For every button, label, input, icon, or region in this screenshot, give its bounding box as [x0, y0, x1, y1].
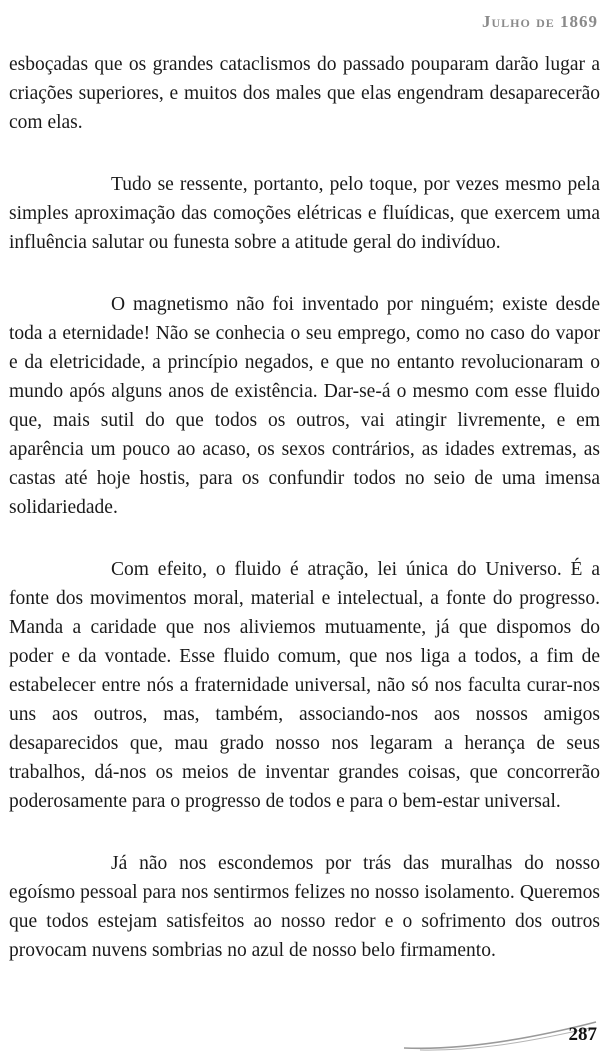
- paragraph: Já não nos escondemos por trás das muralhas do nosso egoísmo pessoal para nos sentirmos felizes no nosso isolamento. Queremos que todos estejam satisfeitos ao nosso redor e o sofrimento dos outros provocam nuvens sombrias no azul de nosso belo firmamento.: [9, 853, 600, 961]
- running-header: Julho de 1869: [481, 12, 598, 31]
- paragraph: Tudo se ressente, portanto, pelo toque, por vezes mesmo pela simples aproximação das comoções elétricas e fluídicas, que exercem uma influência salutar ou funesta sobre a atitude geral do indivíduo.: [9, 174, 600, 253]
- body-text: [9, 50, 600, 998]
- page-number: 287: [568, 1024, 597, 1045]
- paragraph: Com efeito, o fluido é atração, lei única do Universo. É a fonte dos movimentos moral, material e intelectual, a fonte do progresso. Manda a caridade que nos aliviemos mutuamente, já que dispomos do poder e da vontade. Esse fluido comum, que nos liga a todos, a fim de estabelecer entre nós a fraternidade universal, não só nos faculta curar-nos uns aos outros, mas, também, associando-nos aos nossos amigos desaparecidos que, mau grado nosso nos legaram a herança de seus trabalhos, dá-nos os meios de inventar grandes coisas, que concorrerão poderosamente para o progresso de todos e para o bem-estar universal.: [9, 559, 600, 812]
- paragraph-continuation: esboçadas que os grandes cataclismos do passado pouparam darão lugar a criações superiores, e muitos dos males que elas engendram desaparecerão com elas.: [9, 54, 600, 133]
- paragraph: O magnetismo não foi inventado por ninguém; existe desde toda a eternidade! Não se conhecia o seu emprego, como no caso do vapor e da eletricidade, a princípio negados, e que no entanto revolucionaram o mundo após alguns anos de existência. Dar-se-á o mesmo com esse fluido que, mais sutil do que todos os outros, vai atingir livremente, e em aparência um pouco ao acaso, os sexos contrários, as idades extremas, as castas até hoje hostis, para os confundir todos no seio de uma imensa solidariedade.: [9, 294, 600, 518]
